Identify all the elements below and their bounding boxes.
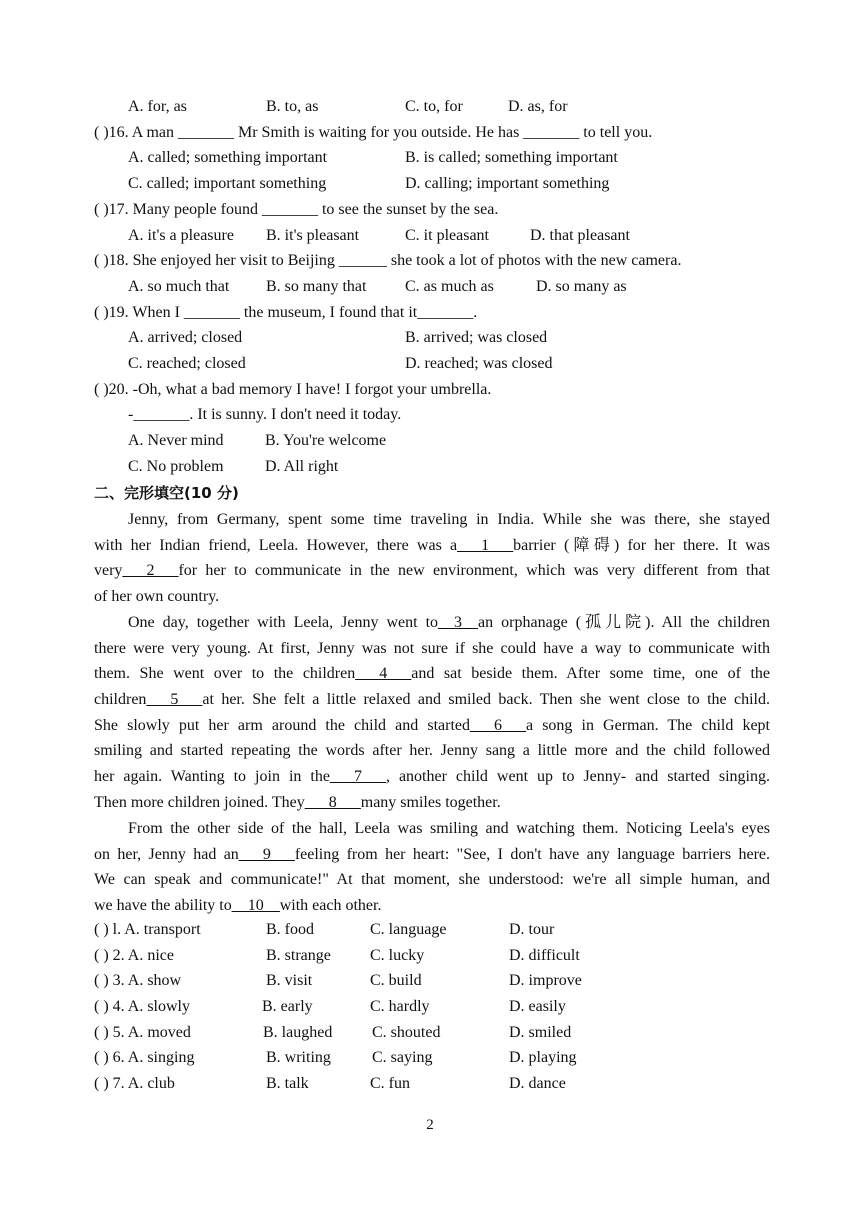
blank-1[interactable]: ___1___ [457, 536, 514, 554]
q17-option-b: B. it's pleasant [266, 227, 360, 244]
q17-options [0, 225, 860, 247]
blank-2[interactable]: ___2___ [122, 562, 179, 580]
passage-line: Then more children joined. They___8___many smiles together. [94, 793, 501, 811]
cloze-item-4 [0, 996, 860, 1018]
cloze-item-1-a: ( ) l. A. transport [94, 921, 201, 938]
q20-stem: ( )20. -Oh, what a bad memory I have! I forgot your umbrella. [94, 381, 492, 398]
cloze-item-1-c: C. language [370, 921, 447, 938]
cloze-item-7-a: ( ) 7. A. club [94, 1075, 175, 1092]
q15-options [0, 96, 860, 118]
q20-reply: -_______. It is sunny. I don't need it today. [128, 406, 402, 423]
cloze-item-6 [0, 1047, 860, 1069]
q15-option-c: C. to, for [405, 98, 463, 115]
cloze-item-6-c: C. saying [372, 1049, 433, 1066]
q16-option-c: C. called; important something [128, 175, 327, 192]
cloze-item-2-b: B. strange [266, 947, 331, 964]
page-number: 2 [426, 1117, 434, 1133]
cloze-item-3-a: ( ) 3. A. show [94, 972, 182, 989]
cloze-item-3-d: D. improve [509, 972, 582, 989]
passage-line: She slowly put her arm around the child and started___6___a song in German. The child kept [94, 716, 770, 734]
q17-option-a: A. it's a pleasure [128, 227, 234, 244]
cloze-item-2-d: D. difficult [509, 947, 580, 964]
q16-option-d: D. calling; important something [405, 175, 610, 192]
passage-line: we have the ability to__10__with each other. [94, 897, 382, 915]
q19-option-a: A. arrived; closed [128, 329, 243, 346]
cloze-item-5-c: C. shouted [372, 1024, 441, 1041]
passage-line: on her, Jenny had an___9___feeling from her heart: "See, I don't have any language barriers here. [94, 845, 771, 863]
blank-7[interactable]: ___7___ [329, 768, 386, 786]
cloze-item-3-b: B. visit [266, 972, 313, 989]
q18-option-a: A. so much that [128, 278, 230, 295]
q17-stem: ( )17. Many people found _______ to see the sunset by the sea. [94, 201, 499, 218]
cloze-item-7-d: D. dance [509, 1075, 566, 1092]
blank-8[interactable]: ___8___ [304, 793, 361, 811]
q16-option-a: A. called; something important [128, 149, 328, 166]
blank-6[interactable]: ___6___ [470, 716, 526, 734]
passage-paragraph-1 [94, 507, 770, 610]
passage-line: smiling and started repeating the words after her. Jenny sang a little more and the child followed [94, 742, 770, 760]
q17-option-d: D. that pleasant [530, 227, 630, 244]
q20-option-c: C. No problem [128, 458, 224, 475]
section-heading: 二、完形填空(10 分) [94, 484, 239, 502]
cloze-item-7 [0, 1073, 860, 1095]
q20-option-d: D. All right [265, 458, 339, 475]
passage-paragraph-3 [94, 816, 770, 919]
passage-line: her again. Wanting to join in the___7___, another child went up to Jenny- and started singing. [94, 768, 770, 786]
q19-options-row2 [0, 353, 860, 375]
cloze-item-4-d: D. easily [509, 998, 566, 1015]
cloze-item-4-b: B. early [262, 998, 313, 1015]
cloze-item-7-c: C. fun [370, 1075, 410, 1092]
cloze-item-5-d: D. smiled [509, 1024, 572, 1041]
cloze-item-1-d: D. tour [509, 921, 555, 938]
blank-4[interactable]: ___4___ [355, 665, 412, 683]
q18-options [0, 276, 860, 298]
cloze-item-2-c: C. lucky [370, 947, 425, 964]
q20-options-row2 [0, 456, 860, 478]
passage-paragraph-2 [94, 610, 770, 816]
passage-line: of her own country. [94, 588, 220, 606]
q19-option-b: B. arrived; was closed [405, 329, 548, 346]
q17-option-c: C. it pleasant [405, 227, 489, 244]
q16-options-row1 [0, 147, 860, 169]
q20-option-a: A. Never mind [128, 432, 224, 449]
cloze-item-5-b: B. laughed [263, 1024, 333, 1041]
cloze-item-3-c: C. build [370, 972, 422, 989]
cloze-item-3 [0, 970, 860, 992]
cloze-item-4-c: C. hardly [370, 998, 430, 1015]
q18-option-d: D. so many as [536, 278, 627, 295]
passage-line: there were very young. At first, Jenny was not sure if she could have a way to communicate with [94, 639, 770, 657]
cloze-item-4-a: ( ) 4. A. slowly [94, 998, 190, 1015]
q19-option-c: C. reached; closed [128, 355, 246, 372]
passage-line: them. She went over to the children___4___and sat beside them. After some time, one of the [94, 665, 771, 683]
passage-line: From the other side of the hall, Leela was smiling and watching them. Noticing Leela's eyes [128, 820, 770, 837]
cloze-item-1 [0, 919, 860, 941]
cloze-item-2-a: ( ) 2. A. nice [94, 947, 174, 964]
q16-options-row2 [0, 173, 860, 195]
blank-3[interactable]: __3__ [438, 614, 479, 631]
passage-line: with her Indian friend, Leela. However, there was a___1___barrier (障碍) for her there. It was [94, 536, 770, 554]
q18-option-c: C. as much as [405, 278, 494, 295]
cloze-item-6-a: ( ) 6. A. singing [94, 1049, 195, 1066]
passage-line: very___2___for her to communicate in the new environment, which was very different from that [94, 562, 770, 580]
blank-10[interactable]: __10__ [231, 897, 280, 915]
q20-options-row1 [0, 430, 860, 452]
cloze-item-5-a: ( ) 5. A. moved [94, 1024, 191, 1041]
q16-option-b: B. is called; something important [405, 149, 618, 166]
blank-9[interactable]: ___9___ [238, 845, 295, 863]
cloze-item-1-b: B. food [266, 921, 314, 938]
cloze-item-6-d: D. playing [509, 1049, 577, 1066]
cloze-item-5 [0, 1022, 860, 1044]
cloze-item-2 [0, 945, 860, 967]
q15-option-a: A. for, as [128, 98, 187, 115]
passage-line: One day, together with Leela, Jenny went to__3__an orphanage (孤儿院). All the children [128, 614, 770, 631]
passage-line: We can speak and communicate!" At that moment, she understood: we're all simple human, and [94, 871, 770, 889]
q19-stem: ( )19. When I _______ the museum, I found that it_______. [94, 304, 478, 321]
blank-5[interactable]: ___5___ [146, 691, 203, 709]
cloze-item-7-b: B. talk [266, 1075, 309, 1092]
q16-stem: ( )16. A man _______ Mr Smith is waiting for you outside. He has _______ to tell you. [94, 124, 653, 141]
passage-line: children___5___at her. She felt a little relaxed and smiled back. Then she went close to the child. [94, 691, 770, 709]
passage-line: Jenny, from Germany, spent some time traveling in India. While she was there, she stayed [128, 511, 770, 528]
cloze-item-6-b: B. writing [266, 1049, 331, 1066]
q19-option-d: D. reached; was closed [405, 355, 553, 372]
q15-option-d: D. as, for [508, 98, 568, 115]
q18-stem: ( )18. She enjoyed her visit to Beijing ______ she took a lot of photos with the new camera. [94, 252, 682, 269]
q15-option-b: B. to, as [266, 98, 319, 115]
q20-option-b: B. You're welcome [265, 432, 387, 449]
q18-option-b: B. so many that [266, 278, 367, 295]
q19-options-row1 [0, 327, 860, 349]
